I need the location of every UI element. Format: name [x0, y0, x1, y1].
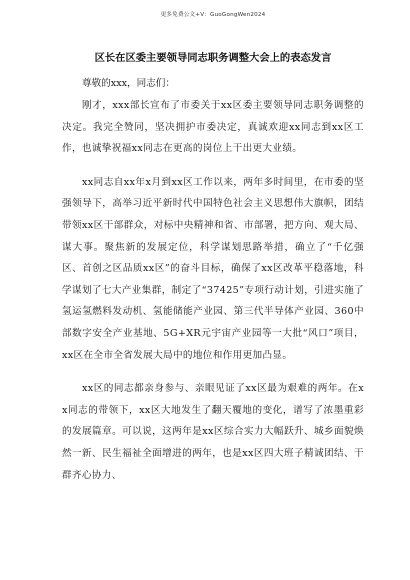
paragraph-2: xx同志自xx年x月到xx区工作以来，两年多时间里，在市委的坚强领导下，高举习近平新时代中国特色社会主义思想伟大旗帜，团结带领xx区干部群众，对标中央精神和省、市部署，把方向、观大局、谋大事。聚焦新的发展定位，科学谋划思路举措，确立了“千亿强区、首创之区品质xx区”的奋斗目标，确保了xx区改革平稳落地，科学谋划了七大产业集群，制定了“37425”专项行动计划，引进实施了氢运氢燃料发动机、氢能储能产业园、第三代半导体产业园、360中部数字安全产业基地、5G+XR元宇宙产业园等一大批“风口”项目，xx区在全市全省发展大局中的地位和作用更加凸显。	[62, 176, 364, 361]
document-title: 区长在区委主要领导同志职务调整大会上的表态发言	[94, 52, 332, 64]
salutation: 尊敬的xxx，同志们：	[82, 78, 175, 89]
paragraph-1: 刚才，xxx部长宣布了市委关于xx区委主要领导同志职务调整的决定。我完全赞同，坚决拥护市委决定，真诚欢迎xx同志到xx区工作，也诚挚祝福xx同志在更高的岗位上干出更大业绩。	[62, 100, 364, 155]
paragraph-3: xx区的同志都亲身参与、亲眼见证了xx区最为艰难的两年。在xx同志的带领下，xx区大地发生了翻天覆地的变化，谱写了浓墨重彩的发展篇章。可以说，这两年是xx区综合实力大幅跃升、城乡面貌焕然一新、民生福祉全面增进的两年，也是xx区四大班子精诚团结、干群齐心协力、	[62, 383, 364, 481]
header-watermark-note: 更多免费公文+V：GuoGongWen2024	[160, 12, 266, 18]
